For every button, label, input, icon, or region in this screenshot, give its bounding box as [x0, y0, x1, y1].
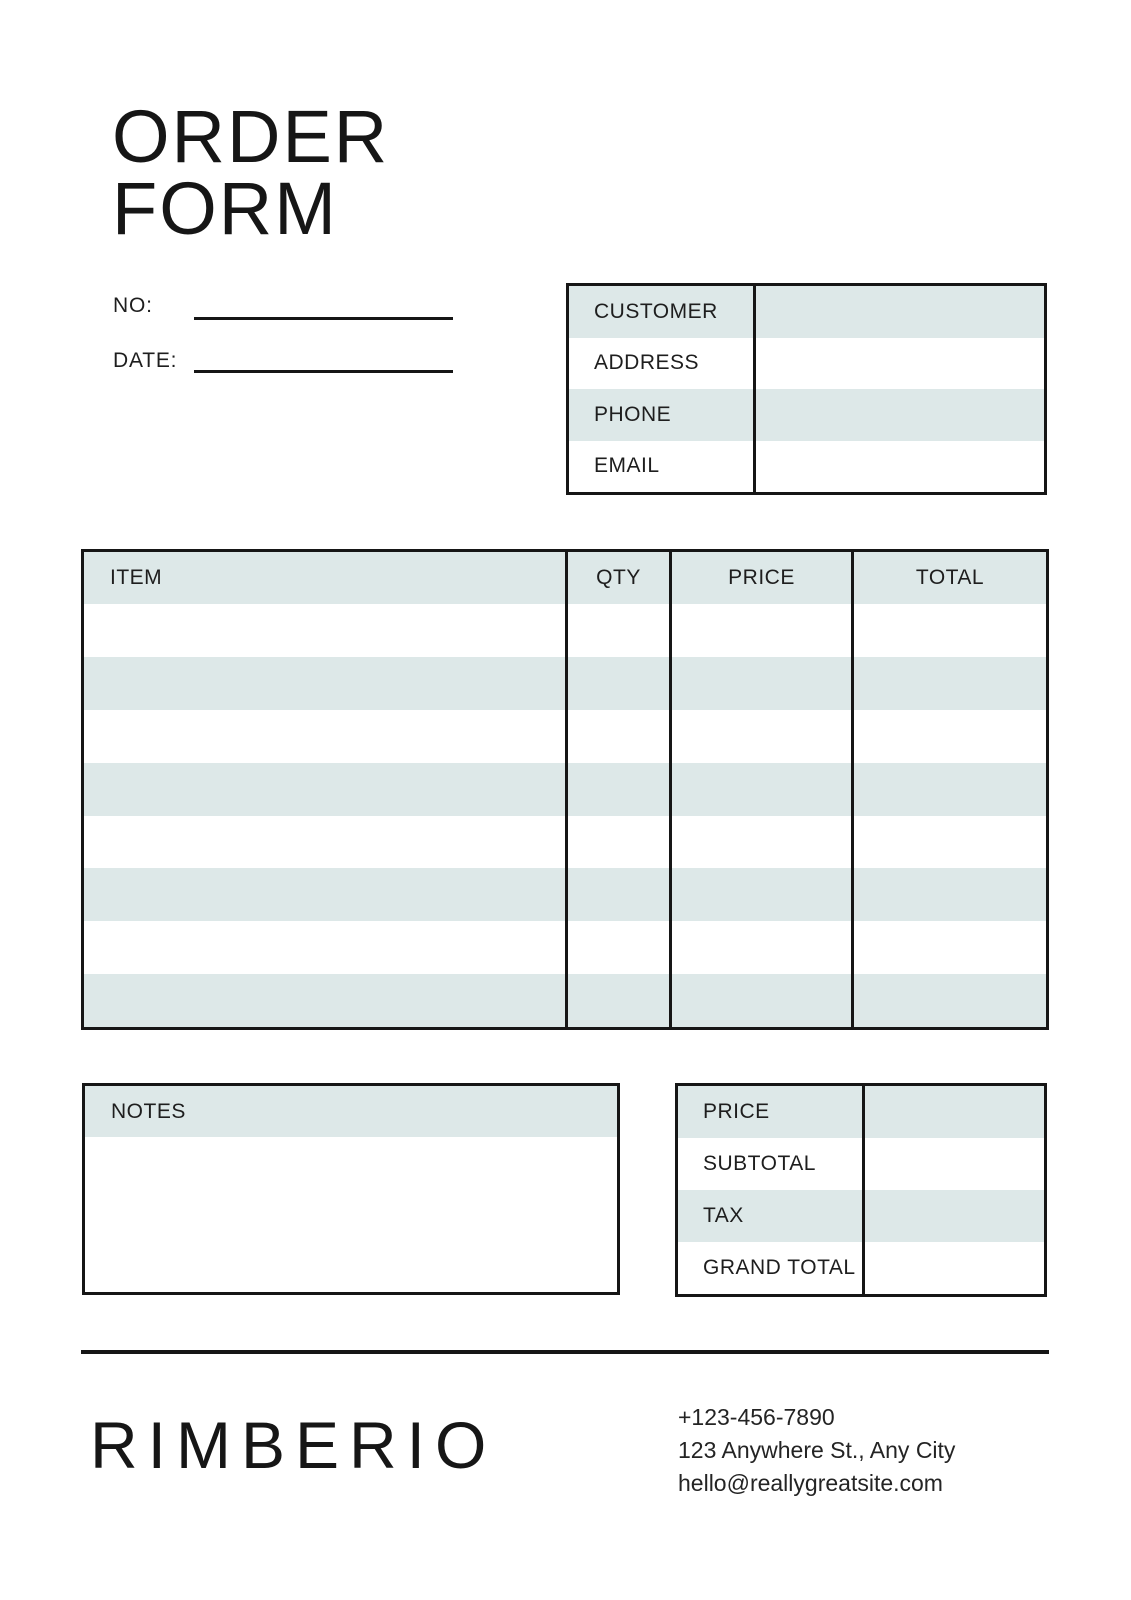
item-name-cell[interactable] [84, 604, 565, 657]
item-total-cell[interactable] [851, 868, 1046, 921]
customer-row [569, 389, 1044, 441]
column-header-qty: QTY [565, 552, 669, 604]
customer-field-label: PHONE [594, 402, 672, 426]
totals-field-label: GRAND TOTAL [703, 1256, 856, 1279]
item-row [84, 921, 1046, 974]
item-total-cell[interactable] [851, 604, 1046, 657]
page-title [112, 95, 390, 250]
totals-row [678, 1138, 1044, 1190]
customer-row [569, 441, 1044, 493]
item-name-cell[interactable] [84, 657, 565, 710]
footer-contact-block [678, 1401, 955, 1500]
item-name-cell[interactable] [84, 710, 565, 763]
customer-field-label: ADDRESS [594, 351, 700, 375]
footer-address: 123 Anywhere St., Any City [678, 1437, 956, 1463]
totals-row [678, 1242, 1044, 1294]
column-header-total: TOTAL [851, 552, 1046, 604]
customer-field-value-cell[interactable] [753, 286, 1044, 338]
notes-label: NOTES [85, 1086, 617, 1137]
item-price-cell[interactable] [669, 604, 851, 657]
customer-field-value-cell[interactable] [753, 441, 1044, 493]
totals-field-value-cell[interactable] [862, 1086, 1044, 1138]
item-total-cell[interactable] [851, 921, 1046, 974]
customer-row [569, 286, 1044, 338]
item-name-cell[interactable] [84, 974, 565, 1027]
item-price-cell[interactable] [669, 868, 851, 921]
items-table-header [84, 552, 1046, 604]
item-qty-cell[interactable] [565, 921, 669, 974]
item-total-cell[interactable] [851, 816, 1046, 869]
item-row [84, 657, 1046, 710]
item-row [84, 763, 1046, 816]
customer-row [569, 338, 1044, 390]
customer-field-value-cell[interactable] [753, 338, 1044, 390]
item-row [84, 710, 1046, 763]
totals-row [678, 1190, 1044, 1242]
order-date-input-line[interactable] [194, 370, 453, 373]
item-qty-cell[interactable] [565, 657, 669, 710]
item-qty-cell[interactable] [565, 763, 669, 816]
item-qty-cell[interactable] [565, 710, 669, 763]
customer-info-table [566, 283, 1047, 495]
order-number-label: NO: [113, 294, 153, 317]
item-price-cell[interactable] [669, 921, 851, 974]
footer-email: hello@reallygreatsite.com [678, 1470, 943, 1496]
totals-field-value-cell[interactable] [862, 1242, 1044, 1294]
customer-field-label: CUSTOMER [594, 299, 718, 323]
footer-divider-rule [81, 1350, 1049, 1354]
totals-field-value-cell[interactable] [862, 1138, 1044, 1190]
page-title-line-1: ORDER [112, 95, 390, 178]
order-number-input-line[interactable] [194, 317, 453, 320]
item-price-cell[interactable] [669, 974, 851, 1027]
totals-field-label: PRICE [703, 1100, 770, 1123]
item-total-cell[interactable] [851, 657, 1046, 710]
notes-input-area[interactable] [85, 1137, 617, 1292]
item-total-cell[interactable] [851, 763, 1046, 816]
totals-field-label: TAX [703, 1204, 744, 1227]
item-price-cell[interactable] [669, 763, 851, 816]
notes-box [82, 1083, 620, 1295]
items-table-body [84, 604, 1046, 1027]
item-row [84, 604, 1046, 657]
item-total-cell[interactable] [851, 710, 1046, 763]
footer-phone: +123-456-7890 [678, 1404, 835, 1430]
customer-field-label: EMAIL [594, 454, 660, 478]
totals-field-label: SUBTOTAL [703, 1152, 816, 1175]
column-header-price: PRICE [669, 552, 851, 604]
item-price-cell[interactable] [669, 657, 851, 710]
item-qty-cell[interactable] [565, 604, 669, 657]
item-name-cell[interactable] [84, 868, 565, 921]
item-price-cell[interactable] [669, 710, 851, 763]
customer-field-value-cell[interactable] [753, 389, 1044, 441]
totals-row [678, 1086, 1044, 1138]
item-qty-cell[interactable] [565, 974, 669, 1027]
item-name-cell[interactable] [84, 816, 565, 869]
item-qty-cell[interactable] [565, 868, 669, 921]
item-row [84, 868, 1046, 921]
totals-table [675, 1083, 1047, 1297]
order-date-label: DATE: [113, 349, 178, 372]
item-price-cell[interactable] [669, 816, 851, 869]
item-row [84, 816, 1046, 869]
items-table [81, 549, 1049, 1030]
page-title-line-2: FORM [112, 167, 338, 250]
item-name-cell[interactable] [84, 763, 565, 816]
item-name-cell[interactable] [84, 921, 565, 974]
brand-logo-text: RIMBERIO [90, 1408, 497, 1482]
totals-field-value-cell[interactable] [862, 1190, 1044, 1242]
column-header-item: ITEM [110, 566, 163, 589]
item-row [84, 974, 1046, 1027]
item-qty-cell[interactable] [565, 816, 669, 869]
item-total-cell[interactable] [851, 974, 1046, 1027]
